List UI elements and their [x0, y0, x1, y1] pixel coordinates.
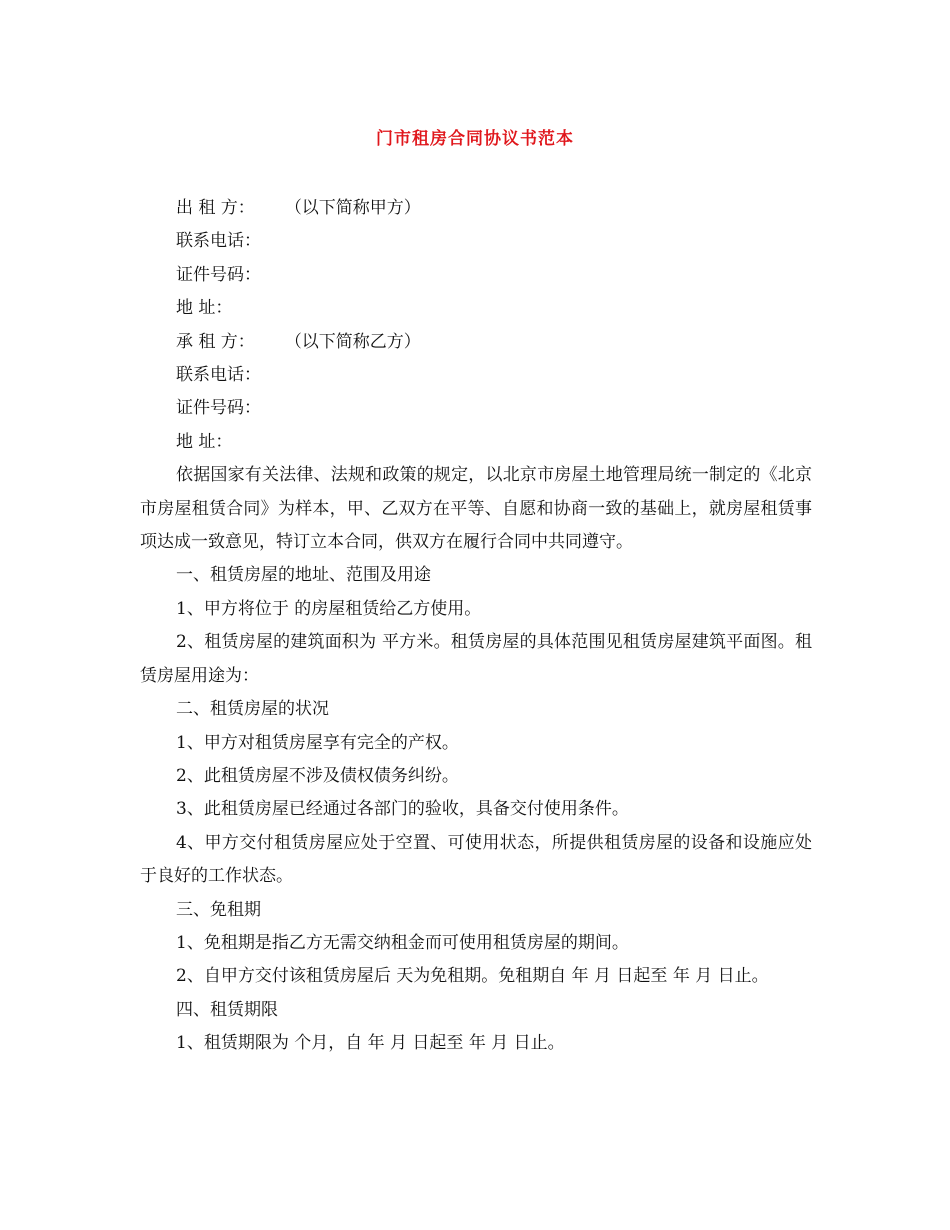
section-item: 3、此租赁房屋已经通过各部门的验收，具备交付使用条件。 [176, 799, 629, 820]
section-heading: 二、租赁房屋的状况 [176, 699, 329, 720]
section-item: 1、租赁期限为 个月，自 年 月 日起至 年 月 日止。 [176, 1033, 565, 1054]
party-line-lessor-id [140, 259, 812, 292]
party-line-lessor [140, 192, 812, 225]
section-heading: 一、租赁房屋的地址、范围及用途 [176, 565, 431, 586]
party-line-lessee-phone [140, 359, 812, 392]
field-value: （以下简称甲方） [284, 198, 421, 218]
party-line-lessee-id [140, 392, 812, 425]
section-heading: 三、免租期 [176, 899, 261, 920]
section-item: 1、甲方对租赁房屋享有完全的产权。 [176, 732, 459, 753]
section-item: 1、甲方将位于 的房屋租赁给乙方使用。 [176, 598, 482, 619]
field-label: 证件号码： [176, 398, 261, 419]
field-label: 联系电话： [176, 231, 261, 252]
party-line-lessee-address [140, 426, 812, 459]
field-label: 地 址： [176, 298, 233, 319]
section-item: 1、免租期是指乙方无需交纳租金而可使用租赁房屋的期间。 [176, 932, 629, 953]
section-item: 2、租赁房屋的建筑面积为 平方米。租赁房屋的具体范围见租赁房屋建筑平面图。租赁房屋用途为： [140, 632, 812, 686]
document-body [140, 192, 812, 1061]
party-line-lessee [140, 326, 812, 359]
field-label: 地 址： [176, 431, 233, 452]
field-value: （以下简称乙方） [284, 331, 421, 352]
field-label: 承 租 方： [176, 331, 255, 352]
document-title: 门市租房合同协议书范本 [376, 129, 574, 149]
field-label: 出 租 方： [176, 198, 255, 218]
preamble-paragraph: 依据国家有关法律、法规和政策的规定，以北京市房屋土地管理局统一制定的《北京市房屋租赁合同》为样本，甲、乙双方在平等、自愿和协商一致的基础上，就房屋租赁事项达成一致意见，特订立本合同，供双方在履行合同中共同遵守。 [140, 465, 812, 553]
party-line-lessor-address [140, 292, 812, 325]
section-heading: 四、租赁期限 [176, 999, 278, 1020]
field-label: 证件号码： [176, 264, 261, 285]
section-item: 2、自甲方交付该租赁房屋后 天为免租期。免租期自 年 月 日起至 年 月 日止。 [176, 966, 769, 987]
party-line-lessor-phone [140, 225, 812, 258]
section-item: 2、此租赁房屋不涉及债权债务纠纷。 [176, 765, 459, 786]
field-label: 联系电话： [176, 365, 261, 386]
section-item: 4、甲方交付租赁房屋应处于空置、可使用状态，所提供租赁房屋的设备和设施应处于良好的工作状态。 [140, 832, 812, 887]
